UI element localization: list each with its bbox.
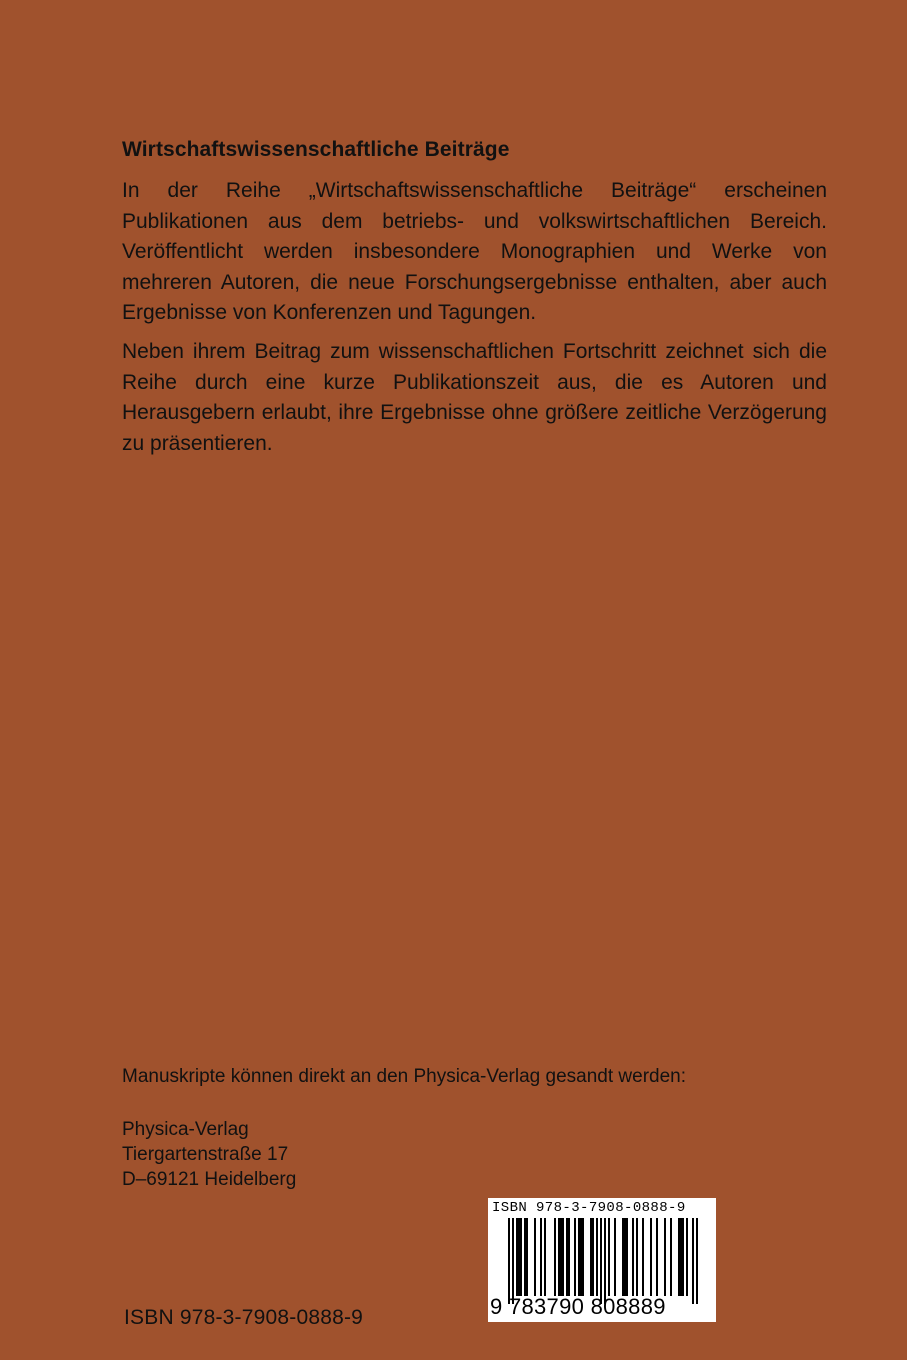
barcode-bar [686,1218,688,1296]
barcode-bar [516,1218,518,1296]
series-description-paragraph: In der Reihe „Wirtschaftswissenschaftliche Beiträge“ erscheinen Publikationen aus dem betriebs- und volkswirtschaftlichen Bereich. Veröffentlicht werden insbesondere Monographien und Werke von mehreren Autoren, die neue Forschungsergebnisse enthalten, aber auch Ergebnisse von Konferenzen und Tagungen. [122,179,827,324]
barcode-bar [670,1218,672,1296]
barcode-bar [518,1218,520,1296]
barcode-bar [650,1218,652,1296]
barcode-bar [696,1218,698,1304]
barcode-bar [560,1218,562,1296]
barcode-bar [622,1218,624,1296]
barcode-digits: 9 783790 808889 [490,1294,666,1319]
barcode-bar [566,1218,568,1296]
barcode-bar [578,1218,580,1296]
barcode-bar [692,1218,694,1304]
isbn-barcode [488,1198,716,1322]
barcode-bar [540,1218,542,1296]
barcode-bar [614,1218,616,1296]
series-benefit-paragraph: Neben ihrem Beitrag zum wissenschaftlichen Fortschritt zeichnet sich die Reihe durch eine kurze Publikationszeit aus, die es Autoren und Herausgebern erlaubt, ihre Ergebnisse ohne größere zeitliche Verzögerung zu präsentieren. [122,340,827,455]
barcode-bar [582,1218,584,1296]
barcode-bar [512,1218,514,1304]
barcode-bar [520,1218,522,1296]
barcode-bar [636,1218,638,1296]
barcode-bar [632,1218,634,1296]
manuscript-submission-note: Manuskripte können direkt an den Physica-Verlag gesandt werden: [122,1066,687,1087]
barcode-bar [596,1218,598,1296]
barcode-bar [526,1218,528,1296]
barcode-bar [508,1218,510,1304]
barcode-bar [608,1218,610,1296]
barcode-bar [580,1218,582,1296]
series-title: Wirtschaftswissenschaftliche Beiträge [122,138,510,161]
barcode-isbn-label: ISBN 978-3-7908-0888-9 [492,1200,686,1216]
barcode-bar [600,1218,602,1304]
barcode-bar [534,1218,536,1296]
barcode-bar [680,1218,682,1296]
publisher-city: D–69121 Heidelberg [122,1169,297,1190]
barcode-bar [626,1218,628,1296]
publisher-address [122,1117,296,1192]
publisher-name: Physica-Verlag [122,1119,249,1140]
barcode-bar [656,1218,658,1296]
barcode-bar [544,1218,546,1296]
barcode-bar [558,1218,560,1296]
barcode-bar [624,1218,626,1296]
barcode-bar [524,1218,526,1296]
barcode-bar [568,1218,570,1296]
barcode-bar [682,1218,684,1296]
barcode-bar [562,1218,564,1296]
barcode-bar [642,1218,644,1296]
barcode-bar [592,1218,594,1296]
isbn-label: ISBN 978-3-7908-0888-9 [124,1306,364,1329]
barcode-bar [590,1218,592,1296]
barcode-bar [604,1218,606,1304]
barcode-bar [574,1218,576,1296]
barcode-bar [554,1218,556,1296]
barcode-bar [664,1218,666,1296]
publisher-street: Tiergartenstraße 17 [122,1144,289,1165]
barcode-bar [678,1218,680,1296]
